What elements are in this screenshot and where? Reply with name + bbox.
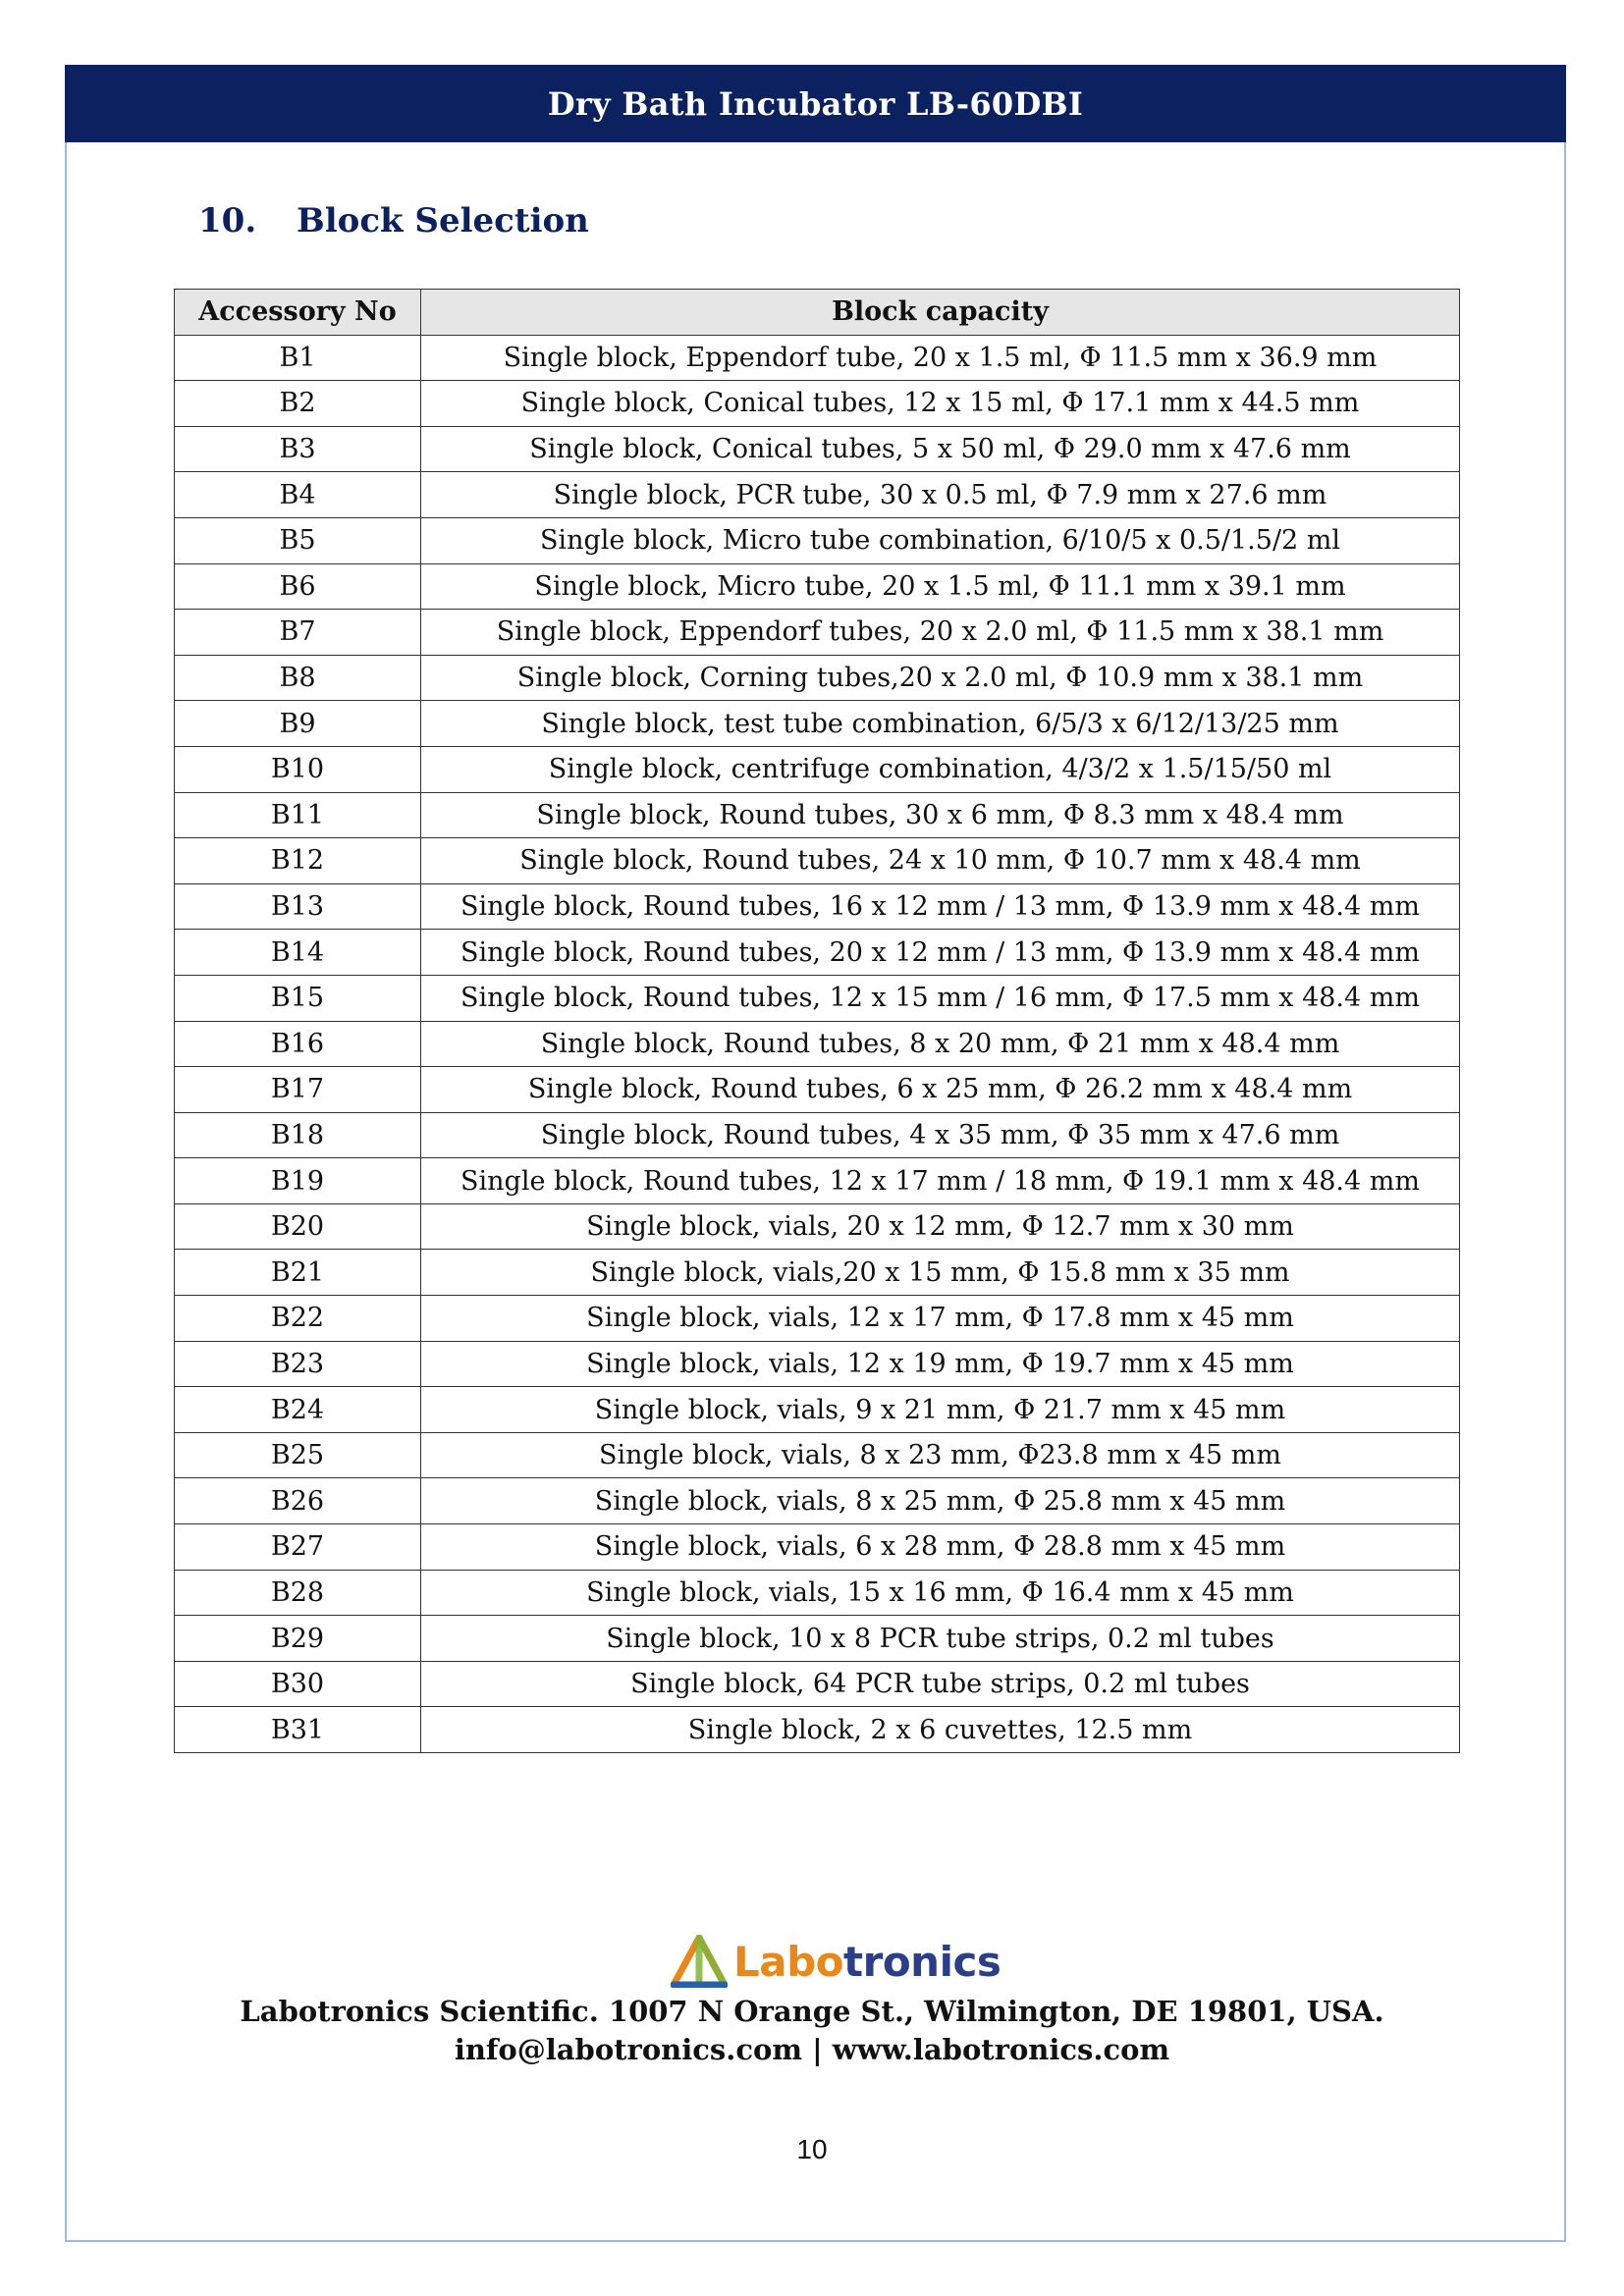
table-row (175, 1524, 1460, 1571)
table-row (175, 610, 1460, 656)
table-body (175, 335, 1460, 1752)
table-row (175, 792, 1460, 838)
block-capacity-cell: Single block, Round tubes, 8 x 20 mm, Φ 21 mm x 48.4 mm (421, 1021, 1460, 1067)
table-row (175, 1387, 1460, 1433)
block-capacity-cell: Single block, vials, 12 x 17 mm, Φ 17.8 mm x 45 mm (421, 1296, 1460, 1342)
accessory-no-cell: B4 (175, 472, 421, 518)
table-row (175, 1112, 1460, 1158)
accessory-no-cell: B13 (175, 883, 421, 930)
block-capacity-cell: Single block, vials, 9 x 21 mm, Φ 21.7 mm x 45 mm (421, 1387, 1460, 1433)
block-capacity-cell: Single block, Conical tubes, 12 x 15 ml, Φ 17.1 mm x 44.5 mm (421, 381, 1460, 427)
block-capacity-cell: Single block, vials, 8 x 23 mm, Φ23.8 mm x 45 mm (421, 1432, 1460, 1478)
accessory-no-cell: B12 (175, 838, 421, 884)
block-capacity-cell: Single block, Round tubes, 16 x 12 mm / 13 mm, Φ 13.9 mm x 48.4 mm (421, 883, 1460, 930)
block-capacity-cell: Single block, test tube combination, 6/5/3 x 6/12/13/25 mm (421, 701, 1460, 747)
section-heading (198, 199, 589, 242)
accessory-no-cell: B2 (175, 381, 421, 427)
accessory-no-cell: B14 (175, 930, 421, 976)
block-capacity-cell: Single block, vials,20 x 15 mm, Φ 15.8 mm x 35 mm (421, 1250, 1460, 1296)
accessory-no-cell: B29 (175, 1616, 421, 1662)
block-capacity-cell: Single block, Micro tube combination, 6/10/5 x 0.5/1.5/2 ml (421, 517, 1460, 563)
document-title: Dry Bath Incubator LB-60DBI (547, 84, 1084, 123)
block-capacity-cell: Single block, 2 x 6 cuvettes, 12.5 mm (421, 1707, 1460, 1753)
table-row (175, 517, 1460, 563)
table-row (175, 746, 1460, 792)
accessory-no-cell: B17 (175, 1067, 421, 1113)
accessory-no-cell: B23 (175, 1341, 421, 1387)
accessory-no-cell: B1 (175, 335, 421, 381)
table-row (175, 1203, 1460, 1250)
table-row (175, 426, 1460, 472)
accessory-no-cell: B22 (175, 1296, 421, 1342)
table-row (175, 1067, 1460, 1113)
table-row (175, 1250, 1460, 1296)
footer-address: Labotronics Scientific. 1007 N Orange St., Wilmington, DE 19801, USA. (240, 1995, 1384, 2028)
block-capacity-cell: Single block, Round tubes, 12 x 15 mm / 16 mm, Φ 17.5 mm x 48.4 mm (421, 975, 1460, 1021)
accessory-no-cell: B26 (175, 1478, 421, 1524)
table-row (175, 1616, 1460, 1662)
block-capacity-cell: Single block, 64 PCR tube strips, 0.2 ml tubes (421, 1661, 1460, 1707)
logo-wordmark: Labotronics (733, 1937, 1001, 1986)
block-capacity-cell: Single block, Eppendorf tube, 20 x 1.5 ml, Φ 11.5 mm x 36.9 mm (421, 335, 1460, 381)
table-row (175, 1296, 1460, 1342)
table-row (175, 1478, 1460, 1524)
table-row (175, 1570, 1460, 1616)
block-capacity-cell: Single block, vials, 15 x 16 mm, Φ 16.4 mm x 45 mm (421, 1570, 1460, 1616)
block-capacity-cell: Single block, Corning tubes,20 x 2.0 ml, Φ 10.9 mm x 38.1 mm (421, 655, 1460, 701)
accessory-no-cell: B30 (175, 1661, 421, 1707)
accessory-no-cell: B7 (175, 610, 421, 656)
accessory-no-cell: B19 (175, 1158, 421, 1204)
accessory-no-cell: B31 (175, 1707, 421, 1753)
accessory-no-cell: B15 (175, 975, 421, 1021)
table-row (175, 1432, 1460, 1478)
accessory-no-cell: B9 (175, 701, 421, 747)
accessory-no-cell: B11 (175, 792, 421, 838)
block-capacity-cell: Single block, vials, 12 x 19 mm, Φ 19.7 mm x 45 mm (421, 1341, 1460, 1387)
table-row (175, 1707, 1460, 1753)
block-capacity-cell: Single block, Round tubes, 4 x 35 mm, Φ 35 mm x 47.6 mm (421, 1112, 1460, 1158)
section-title: Block Selection (297, 201, 589, 240)
block-capacity-cell: Single block, Eppendorf tubes, 20 x 2.0 ml, Φ 11.5 mm x 38.1 mm (421, 610, 1460, 656)
table-row (175, 472, 1460, 518)
header-accessory-no: Accessory No (175, 290, 421, 336)
table-row (175, 883, 1460, 930)
accessory-no-cell: B21 (175, 1250, 421, 1296)
table-row (175, 563, 1460, 610)
block-capacity-cell: Single block, Round tubes, 24 x 10 mm, Φ 10.7 mm x 48.4 mm (421, 838, 1460, 884)
table-row (175, 975, 1460, 1021)
table-row (175, 655, 1460, 701)
block-capacity-cell: Single block, vials, 6 x 28 mm, Φ 28.8 mm x 45 mm (421, 1524, 1460, 1571)
company-logo (671, 1932, 1001, 1991)
block-selection-table (174, 289, 1460, 1753)
block-capacity-cell: Single block, Conical tubes, 5 x 50 ml, Φ 29.0 mm x 47.6 mm (421, 426, 1460, 472)
block-capacity-cell: Single block, vials, 8 x 25 mm, Φ 25.8 mm x 45 mm (421, 1478, 1460, 1524)
footer-contact: info@labotronics.com | www.labotronics.com (454, 2033, 1170, 2066)
accessory-no-cell: B8 (175, 655, 421, 701)
table-row (175, 1021, 1460, 1067)
document-header (65, 65, 1566, 142)
block-capacity-cell: Single block, Round tubes, 20 x 12 mm / 13 mm, Φ 13.9 mm x 48.4 mm (421, 930, 1460, 976)
table-row (175, 1341, 1460, 1387)
accessory-no-cell: B20 (175, 1203, 421, 1250)
accessory-no-cell: B10 (175, 746, 421, 792)
accessory-no-cell: B27 (175, 1524, 421, 1571)
block-capacity-cell: Single block, Round tubes, 12 x 17 mm / 18 mm, Φ 19.1 mm x 48.4 mm (421, 1158, 1460, 1204)
accessory-no-cell: B28 (175, 1570, 421, 1616)
block-capacity-cell: Single block, vials, 20 x 12 mm, Φ 12.7 mm x 30 mm (421, 1203, 1460, 1250)
page-number: 10 (796, 2134, 828, 2164)
table-row (175, 701, 1460, 747)
accessory-no-cell: B25 (175, 1432, 421, 1478)
header-block-capacity: Block capacity (421, 290, 1460, 336)
table-row (175, 1158, 1460, 1204)
accessory-no-cell: B6 (175, 563, 421, 610)
block-capacity-cell: Single block, PCR tube, 30 x 0.5 ml, Φ 7.9 mm x 27.6 mm (421, 472, 1460, 518)
accessory-no-cell: B5 (175, 517, 421, 563)
table-row (175, 335, 1460, 381)
section-number: 10. (198, 201, 257, 240)
block-capacity-cell: Single block, centrifuge combination, 4/3/2 x 1.5/15/50 ml (421, 746, 1460, 792)
block-capacity-cell: Single block, 10 x 8 PCR tube strips, 0.2 ml tubes (421, 1616, 1460, 1662)
table-row (175, 381, 1460, 427)
accessory-no-cell: B3 (175, 426, 421, 472)
accessory-no-cell: B16 (175, 1021, 421, 1067)
table-row (175, 1661, 1460, 1707)
block-capacity-cell: Single block, Micro tube, 20 x 1.5 ml, Φ 11.1 mm x 39.1 mm (421, 563, 1460, 610)
block-capacity-cell: Single block, Round tubes, 6 x 25 mm, Φ 26.2 mm x 48.4 mm (421, 1067, 1460, 1113)
block-capacity-cell: Single block, Round tubes, 30 x 6 mm, Φ 8.3 mm x 48.4 mm (421, 792, 1460, 838)
triangle-logo-icon (671, 1935, 728, 1988)
accessory-no-cell: B18 (175, 1112, 421, 1158)
accessory-no-cell: B24 (175, 1387, 421, 1433)
table-row (175, 930, 1460, 976)
table-header-row (175, 290, 1460, 336)
table-row (175, 838, 1460, 884)
